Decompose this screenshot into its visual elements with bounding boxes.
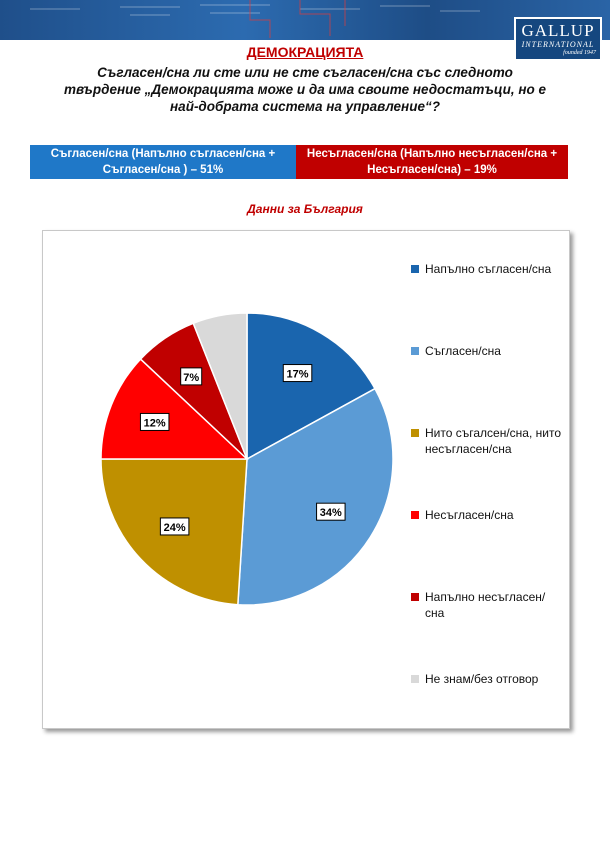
- legend-swatch-4: [411, 511, 419, 519]
- disagree-summary-text: Несъгласен/сна (Напълно несъгласен/сна + Несъгласен/сна) – 19%: [306, 148, 558, 176]
- legend-item-1: [411, 261, 561, 277]
- survey-question: Съгласен/сна ли сте или не сте съгласен/сна със следното твърдение „Демокрацията може и да има своите недостатъци, но е най-добрата система на управление“?: [64, 65, 546, 114]
- legend-swatch-2: [411, 347, 419, 355]
- legend-item-6: [411, 671, 561, 687]
- legend-label-5: Напълно несъгласен/сна: [425, 590, 546, 620]
- legend-label-4: Несъгласен/сна: [425, 508, 514, 522]
- data-label-1: 17%: [286, 368, 309, 381]
- pie-chart: [43, 231, 569, 728]
- legend-label-3: Нито съгалсен/сна, нито несъгласен/сна: [425, 426, 561, 456]
- logo-subtitle: INTERNATIONAL: [521, 40, 595, 49]
- chart-panel: [42, 230, 570, 729]
- legend-label-6: Не знам/без отговор: [425, 672, 539, 686]
- legend-swatch-3: [411, 429, 419, 437]
- legend-swatch-1: [411, 265, 419, 273]
- legend-swatch-5: [411, 593, 419, 601]
- chart-subtitle: Данни за България: [247, 202, 363, 216]
- data-label-5: 7%: [183, 371, 200, 384]
- agree-summary-box: [30, 145, 296, 179]
- agree-summary-text: Съгласен/сна (Напълно съгласен/сна + Съгласен/сна ) – 51%: [50, 148, 276, 176]
- legend-item-5: [411, 589, 561, 621]
- legend-item-3: [411, 425, 561, 457]
- logo-founded: founded 1947: [563, 50, 596, 56]
- data-label-4: 12%: [143, 417, 166, 430]
- legend-label-1: Напълно съгласен/сна: [425, 262, 552, 276]
- logo-name: GALLUP: [521, 21, 595, 40]
- legend-item-4: [411, 507, 561, 523]
- legend-label-2: Съгласен/сна: [425, 344, 501, 358]
- data-label-3: 24%: [163, 521, 186, 534]
- page-title: ДЕМОКРАЦИЯТА: [246, 44, 364, 60]
- legend-swatch-6: [411, 675, 419, 683]
- legend-item-2: [411, 343, 561, 359]
- disagree-summary-box: [296, 145, 568, 179]
- data-label-2: 34%: [319, 507, 342, 520]
